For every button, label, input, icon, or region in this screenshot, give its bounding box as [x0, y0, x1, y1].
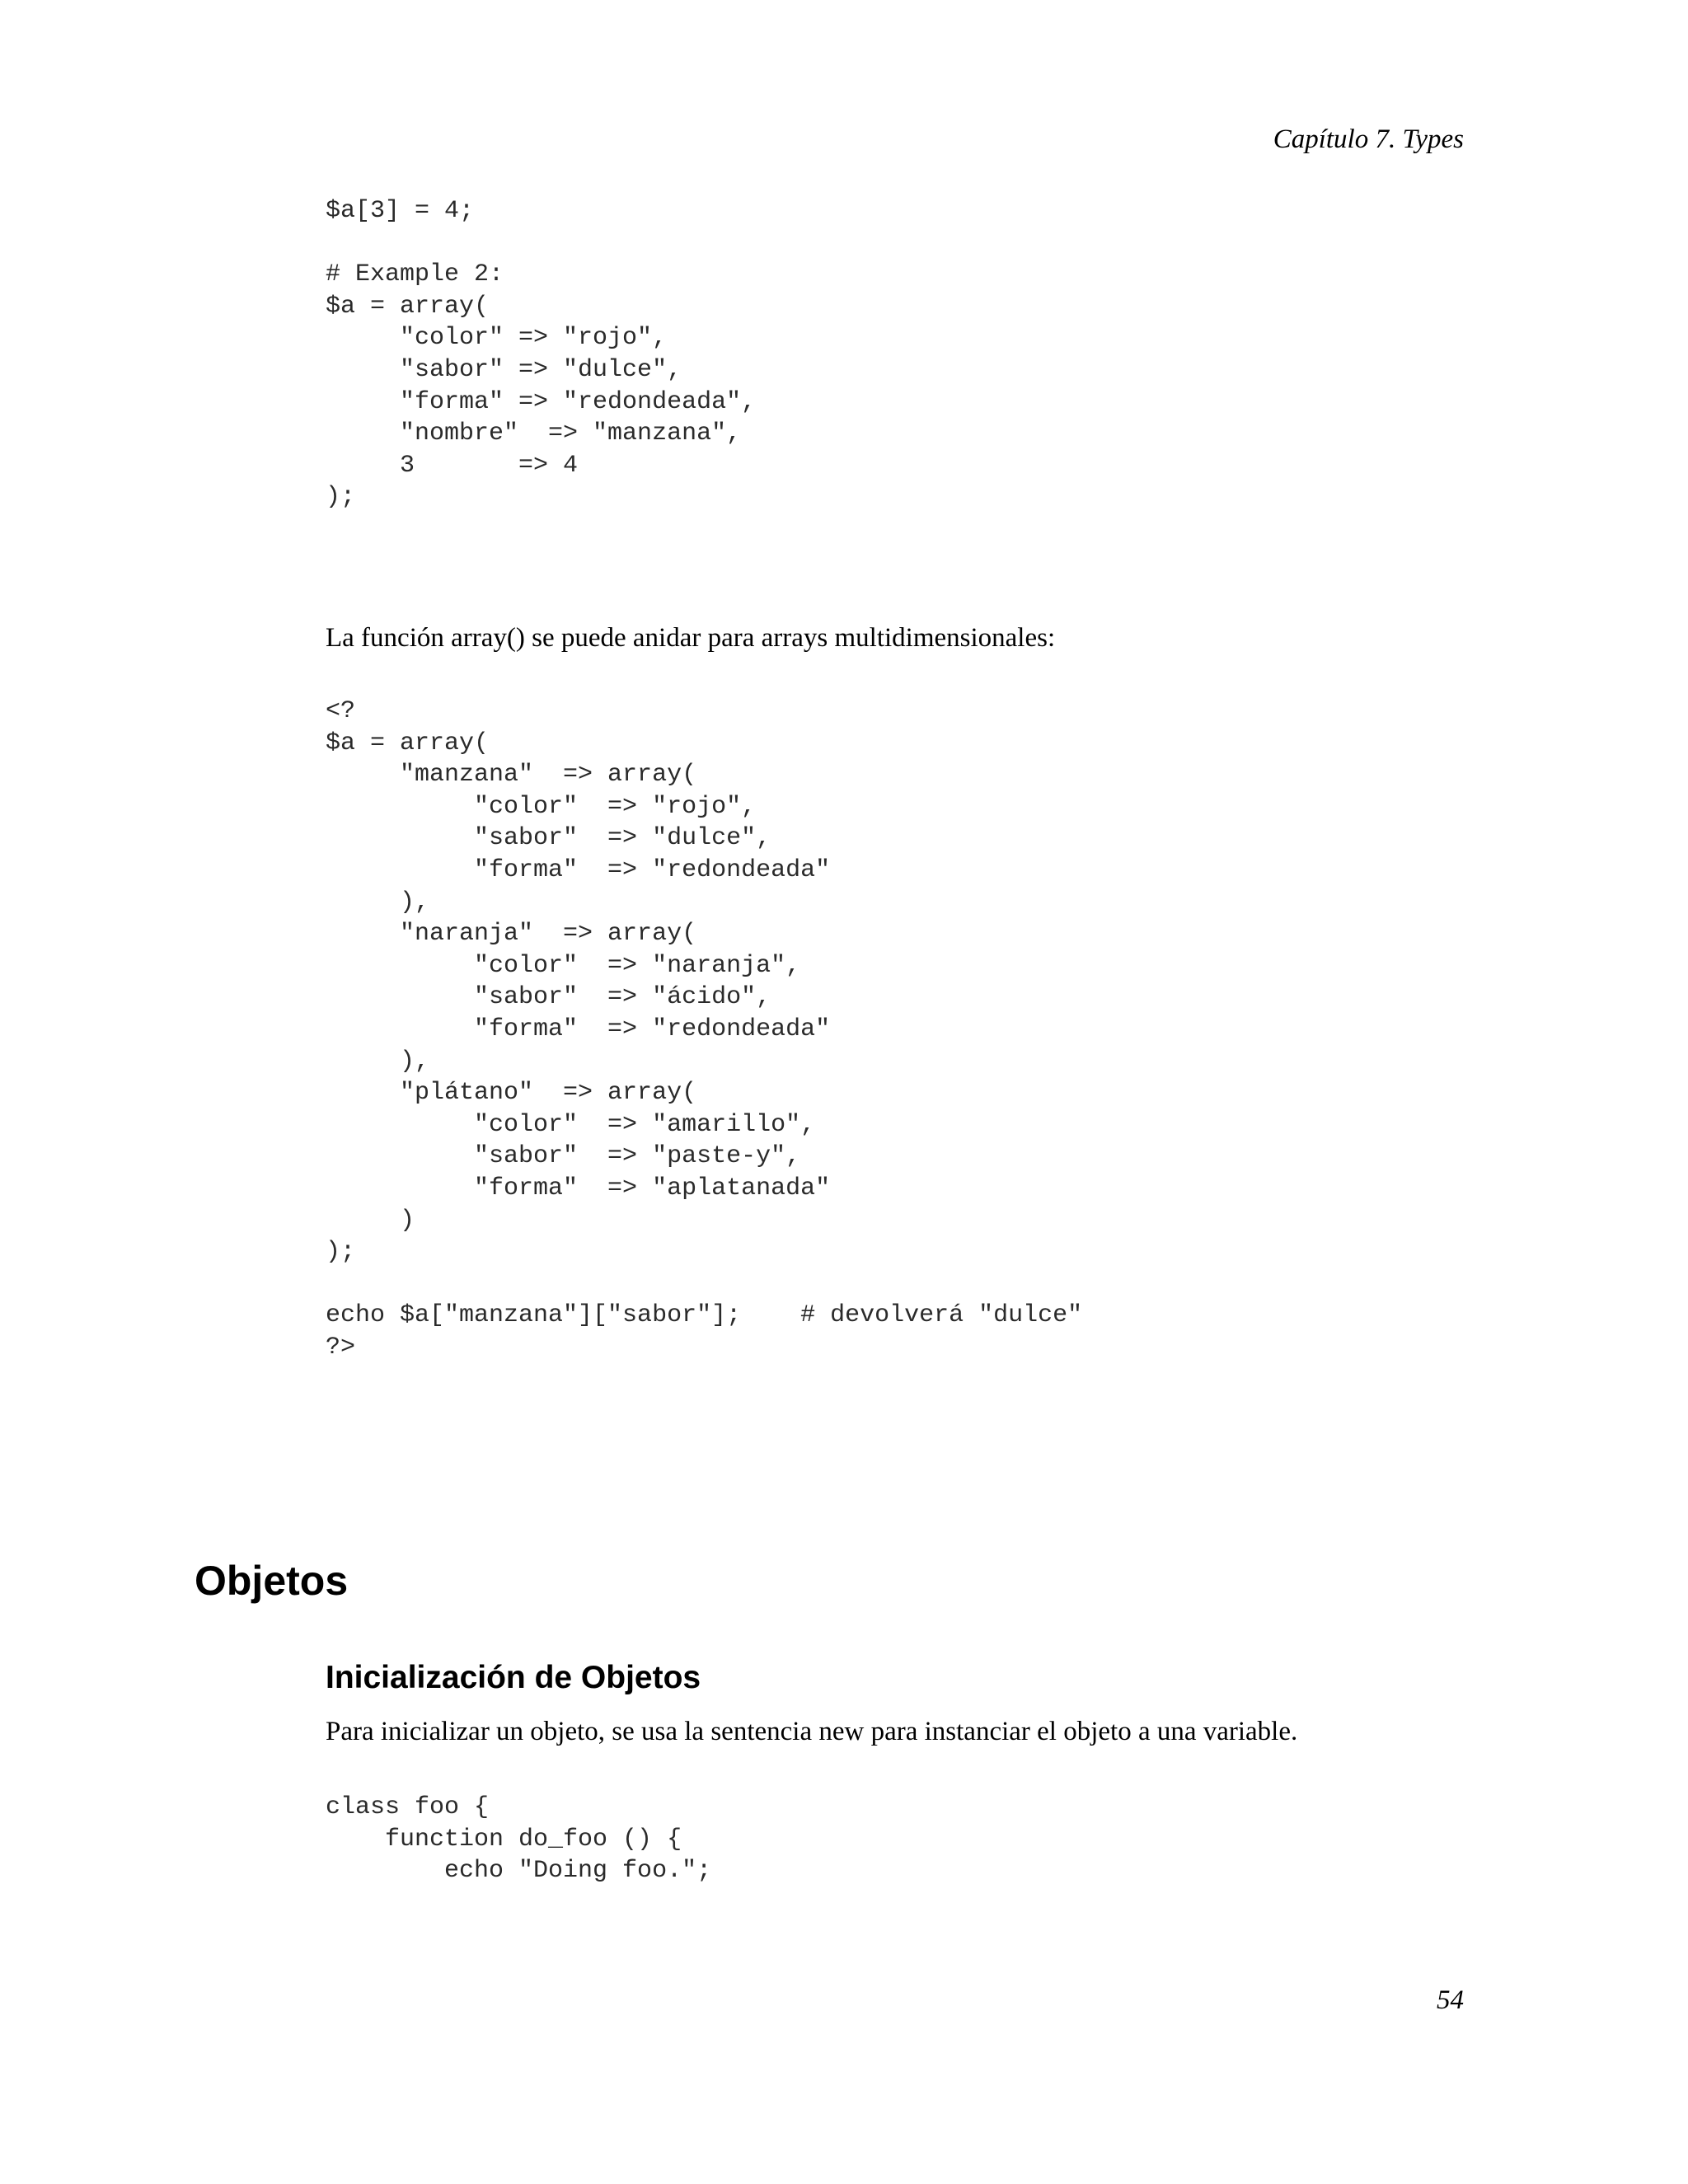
code-line: "color" => "amarillo",	[326, 1110, 816, 1139]
code-line: "sabor" => "paste-y",	[326, 1142, 801, 1171]
code-line: "naranja" => array(	[326, 920, 697, 949]
code-line: echo $a["manzana"]["sabor"]; # devolverá "dulce"	[326, 1301, 1083, 1330]
code-line: "color" => "naranja",	[326, 951, 801, 980]
code-line: "forma" => "redondeada"	[326, 855, 831, 884]
code-line: class foo {	[326, 1793, 490, 1821]
code-line: function do_foo () {	[326, 1825, 682, 1854]
code-line: "sabor" => "ácido",	[326, 983, 771, 1012]
code-block	[326, 696, 1082, 1363]
code-line: "manzana" => array(	[326, 761, 697, 790]
code-line: "forma" => "aplatanada"	[326, 1174, 831, 1202]
code-line: $a = array(	[326, 292, 490, 321]
page-number: 54	[1437, 1985, 1464, 2015]
code-line	[326, 1268, 1082, 1301]
code-block	[326, 195, 756, 513]
code-line: )	[326, 1206, 415, 1235]
code-line: <?	[326, 697, 356, 725]
code-line: "color" => "rojo",	[326, 792, 757, 821]
code-line: "sabor" => "dulce",	[326, 355, 682, 384]
code-line: ),	[326, 888, 430, 916]
code-line: ),	[326, 1047, 430, 1076]
code-block	[326, 1792, 711, 1887]
code-line: "nombre" => "manzana",	[326, 419, 742, 448]
code-line: $a[3] = 4;	[326, 197, 475, 225]
code-line: echo "Doing foo.";	[326, 1857, 712, 1886]
running-header: Capítulo 7. Types	[1273, 124, 1464, 154]
code-line: ?>	[326, 1333, 356, 1361]
code-line	[326, 227, 756, 260]
code-line: $a = array(	[326, 729, 490, 757]
subsection-heading: Inicialización de Objetos	[326, 1660, 701, 1695]
code-line: "forma" => "redondeada",	[326, 387, 757, 416]
code-line: );	[326, 1238, 356, 1267]
body-paragraph: La función array() se puede anidar para arrays multidimensionales:	[326, 623, 1056, 653]
code-line: );	[326, 483, 356, 512]
code-line: "color" => "rojo",	[326, 324, 668, 353]
code-line: "sabor" => "dulce",	[326, 824, 771, 853]
code-line: "forma" => "redondeada"	[326, 1015, 831, 1043]
code-line: # Example 2:	[326, 260, 504, 289]
body-paragraph: Para inicializar un objeto, se usa la sentencia new para instanciar el objeto a una variable.	[326, 1717, 1298, 1746]
code-line: 3 => 4	[326, 451, 579, 480]
code-line: "plátano" => array(	[326, 1079, 697, 1108]
section-heading: Objetos	[195, 1558, 349, 1604]
